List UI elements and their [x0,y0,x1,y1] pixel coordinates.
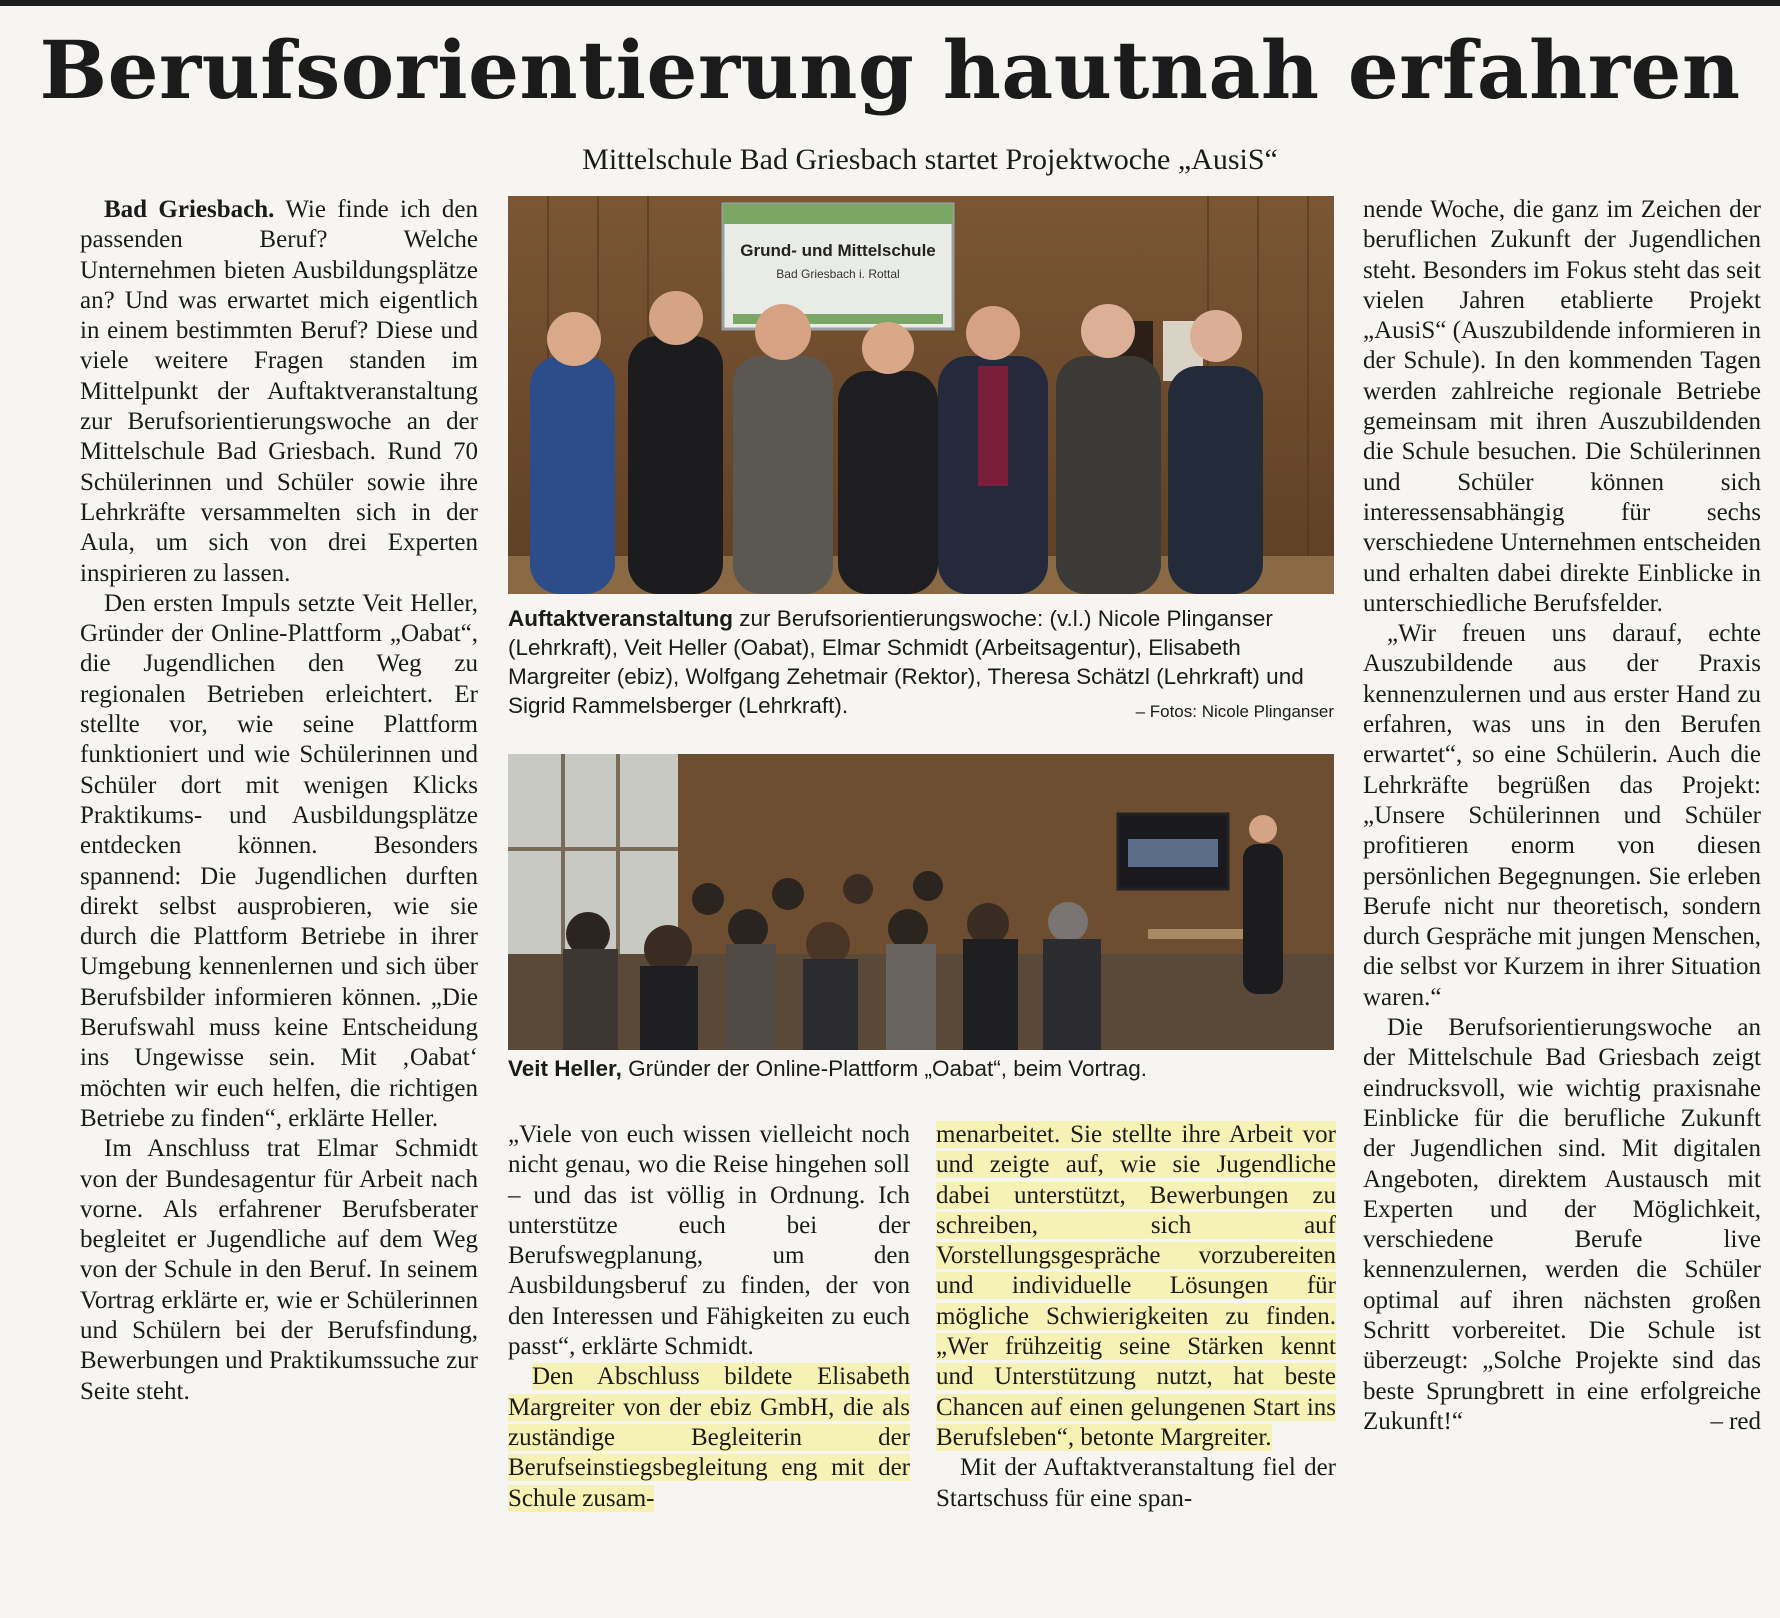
column-1 [80,195,478,1407]
dateline: Bad Griesbach. [104,196,275,223]
paragraph: „Wir freuen uns darauf, echte Auszubildende aus der Praxis kennenzulernen und aus erster Hand zu erfahren, was uns in den Berufen erwartet“, so eine Schülerin. Auch die Lehrkräfte begrüßen das Projekt: „Unsere Schülerinnen und Schüler profitieren enorm von diesen persönlichen Begegnungen. Sie erleben Berufe nicht nur theoretisch, sondern durch Gespräche mit jungen Menschen, die selbst vor Kurzem in ihrer Situation waren.“ [1363,620,1761,1011]
paragraph-text: Wie finde ich den passenden Beruf? Welche Unternehmen bieten Ausbildungsplätze an? Und was erwartet mich eigentlich in einem bestimmten Beruf? Diese und viele weitere Fragen standen im Mittelpunkt der Auftaktveranstaltung zur Berufsorientierungswoche an der Mittelschule Bad Griesbach. Rund 70 Schülerinnen und Schüler sowie ihre Lehrkräfte versammelten sich in der Aula, um sich von drei Experten inspirieren zu lassen. [80,196,478,587]
sign-text-line1: Grund- und Mittelschule [740,241,936,260]
paragraph: Im Anschluss trat Elmar Schmidt von der Bundesagentur für Arbeit nach vorne. Als erfahrener Berufsberater begleitet er Jugendliche auf dem Weg von der Schule in den Beruf. In seinem Vortrag erklärte er, wie er Schülerinnen und Schülern bei der Berufsfindung, Bewerbungen und Praktikumssuche zur Seite steht. [80,1135,478,1405]
caption-text: zur Berufsorientierungswoche: (v.l.) Nicole Plinganser (Lehrkraft), Veit Heller (Oabat), Elmar Schmidt (Arbeitsagentur), Elisabeth Margreiter (ebiz), Wolfgang Zehetmair (Rektor), Theresa Schätzl (Lehrkraft) und Sigrid Rammelsberger (Lehrkraft). [508,606,1304,718]
paragraph: Mit der Auftaktveranstaltung fiel der Startschuss für eine span- [936,1454,1336,1512]
paragraph [508,1362,910,1513]
caption-lead: Veit Heller, [508,1056,622,1081]
paragraph: „Viele von euch wissen vielleicht noch nicht genau, wo die Reise hingehen soll – und das ist völlig in Ordnung. Ich unterstütze euch bei der Berufswegplanung, um den Ausbildungsberuf zu finden, der von den Interessen und Fähigkeiten zu euch passt“, erklärte Schmidt. [508,1121,910,1361]
paragraph: Den ersten Impuls setzte Veit Heller, Gründer der Online-Plattform „Oabat“, die Jugendlichen den Weg zu regionalen Betrieben erleichtert. Er stellte vor, wie seine Plattform funktioniert und wie Schülerinnen und Schüler dort mit wenigen Klicks Praktikums- und Ausbildungsplätze entdecken können. Besonders spannend: Die Jugendlichen durften direkt selbst ausprobieren, wie sie durch die Plattform Betriebe in ihrer Umgebung kennenlernen und sich über Berufsbilder informieren können. „Die Berufswahl muss keine Entscheidung ins Ungewisse sein. Mit ‚Oabat‘ möchten wir euch helfen, die richtigen Betriebe zu finden“, erklärte Heller. [80,589,478,1132]
paragraph [1363,1013,1761,1437]
paragraph [936,1120,1336,1453]
lecture-photo [508,754,1334,1050]
highlighted-text: menarbeitet. Sie stellte ihre Arbeit vor und zeigte auf, wie sie Jugendliche dabei unterstützt, Bewerbungen zu schreiben, sich auf Vorstellungsgespräche vorzubereiten und individuelle Lösungen für mögliche Schwierigkeiten zu finden. „Wer frühzeitig seine Stärken kennt und Unterstützung nutzt, hat beste Chancen auf einen gelungenen Start ins Berufsleben“, betonte Margreiter. [936,1121,1336,1451]
top-rule [0,0,1780,6]
caption-lead: Auftaktveranstaltung [508,606,734,631]
author-signature: – red [1710,1407,1761,1435]
group-photo [508,196,1334,594]
column-4 [1363,195,1761,1437]
paragraph-text: Die Berufsorientierungswoche an der Mittelschule Bad Griesbach zeigt eindrucksvoll, wie wichtig praxisnahe Einblicke für die berufliche Zukunft der Jugendlichen sind. Mit digitalen Angeboten, direktem Austausch mit Experten und der Möglichkeit, verschiedene Berufe live kennenzulernen, werden die Schüler optimal auf ihren nächsten großen Schritt vorbereitet. Die Schule ist überzeugt: „Solche Projekte sind das beste Sprungbrett in eine erfolgreiche Zukunft!“ [1363,1014,1761,1435]
column-3 [936,1120,1336,1514]
paragraph: nende Woche, die ganz im Zeichen der beruflichen Zukunft der Jugendlichen steht. Besonders im Fokus steht das seit vielen Jahren etablierte Projekt „AusiS“ (Auszubildende informieren in der Schule). In den kommenden Tagen werden zahlreiche regionale Betriebe gemeinsam mit ihren Auszubildenden die Schule besuchen. Die Schülerinnen und Schüler können sich interessensabhängig für sechs verschiedene Unternehmen entscheiden und erhalten dabei direkte Einblicke in unterschiedliche Berufsfelder. [1363,196,1761,617]
photo-caption-1 [508,604,1334,726]
caption-text: Gründer der Online-Plattform „Oabat“, beim Vortrag. [621,1056,1148,1081]
paragraph [80,195,478,589]
column-2 [508,1120,910,1514]
sign-text-line2: Bad Griesbach i. Rottal [776,267,900,281]
highlighted-text: Den Abschluss bildete Elisabeth Margreiter von der ebiz GmbH, die als zuständige Begleiterin der Berufseinstiegsbegleitung eng mit der Schule zusam- [508,1363,910,1512]
photo-caption-2 [508,1054,1334,1083]
headline: Berufsorientierung hautnah erfahren [39,23,1741,117]
subheadline: Mittelschule Bad Griesbach startet Projektwoche „AusiS“ [582,143,1278,176]
photo-credit: – Fotos: Nicole Plinganser [1135,702,1334,721]
